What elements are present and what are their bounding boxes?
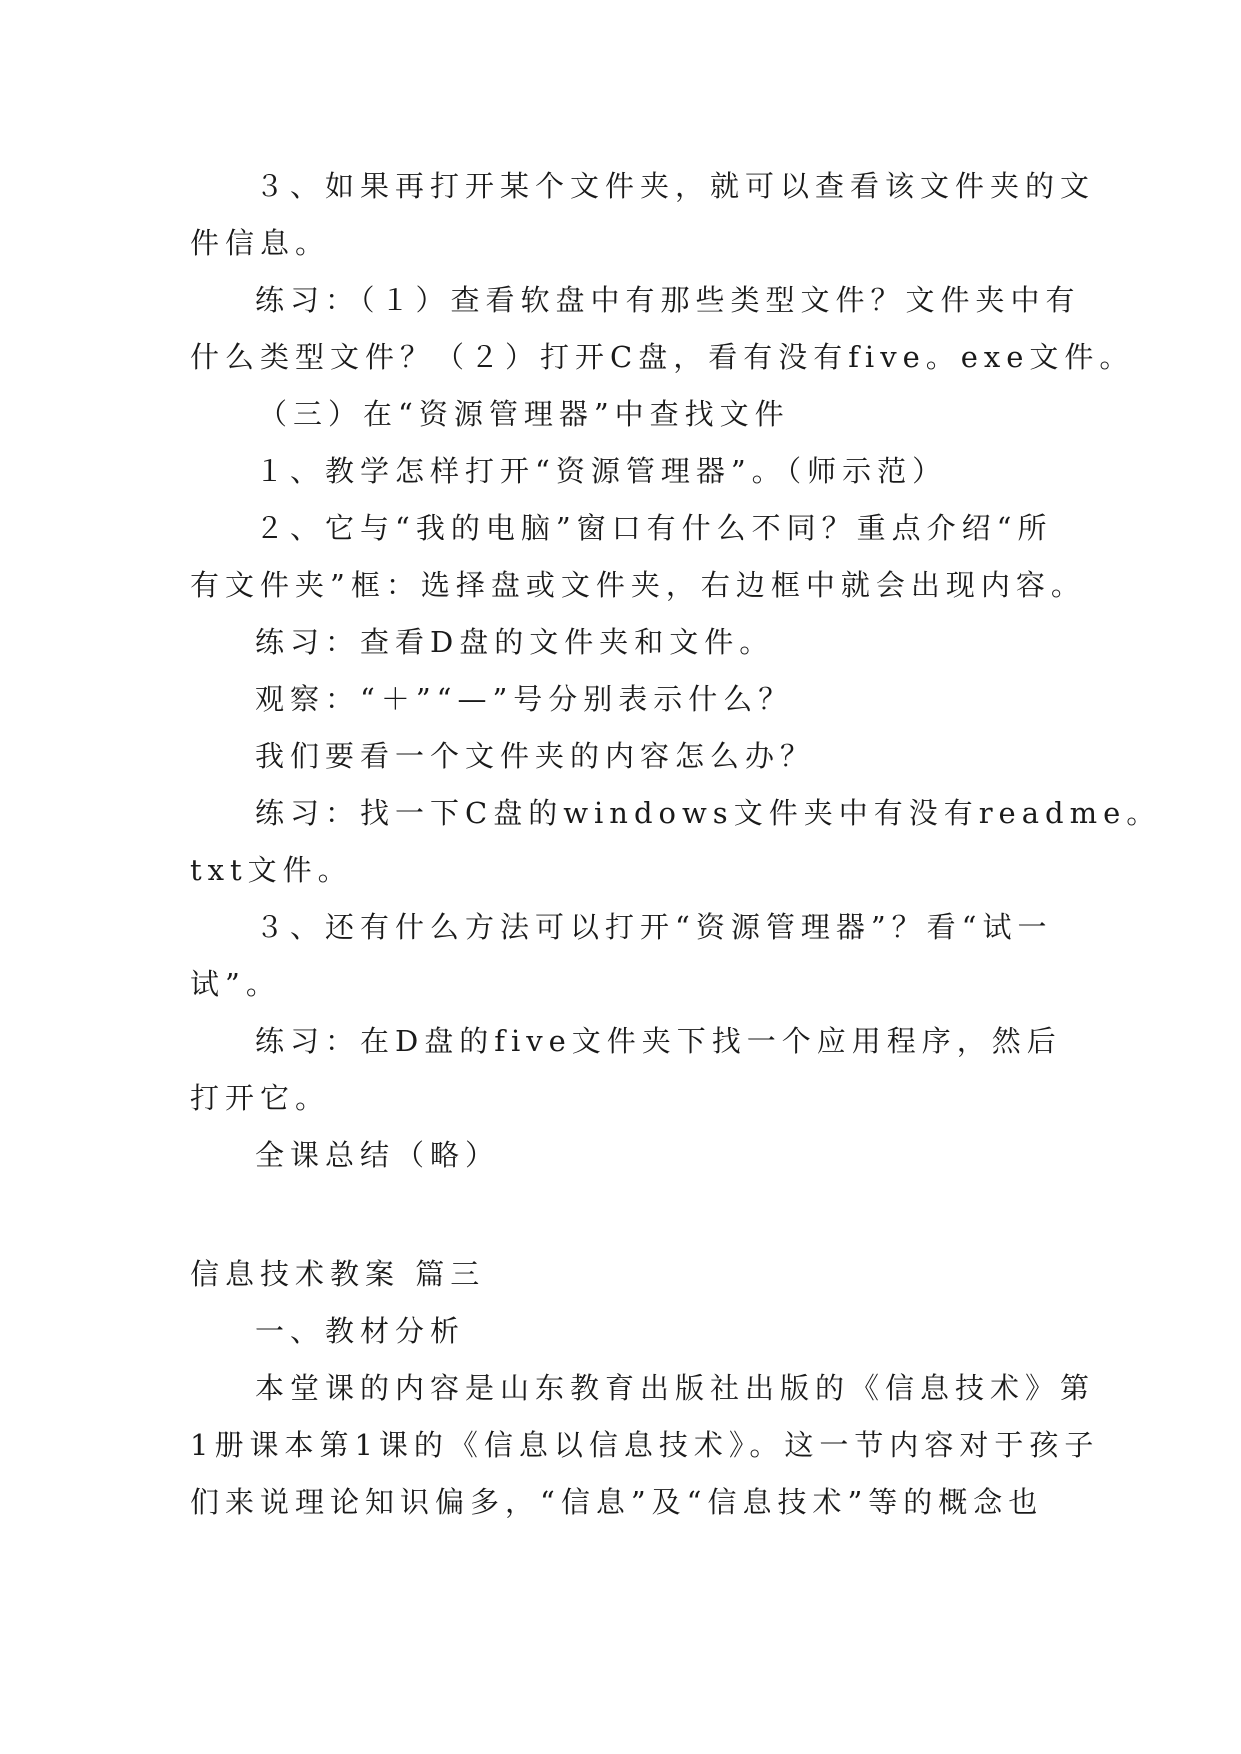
paragraph-line: ２、它与“我的电脑”窗口有什么不同？重点介绍“所 (255, 511, 1053, 545)
paragraph-line: txt文件。 (190, 853, 353, 887)
paragraph-line: 练习：查看D盘的文件夹和文件。 (255, 625, 775, 659)
section-heading: 一、教材分析 (255, 1314, 466, 1348)
paragraph-line: ３、还有什么方法可以打开“资源管理器”？看“试一 (255, 910, 1053, 944)
paragraph-line: 我们要看一个文件夹的内容怎么办？ (255, 739, 816, 773)
paragraph-line: 件信息。 (190, 226, 331, 260)
paragraph-line: 们来说理论知识偏多，“信息”及“信息技术”等的概念也 (190, 1485, 1044, 1519)
paragraph-line: 全课总结（略） (255, 1138, 501, 1172)
paragraph-line: 本堂课的内容是山东教育出版社出版的《信息技术》第 (255, 1371, 1096, 1405)
paragraph-line: 1册课本第1课的《信息以信息技术》。这一节内容对于孩子 (190, 1428, 1100, 1462)
paragraph-line: 练习：在D盘的five文件夹下找一个应用程序，然后 (255, 1024, 1062, 1058)
paragraph-line: １、教学怎样打开“资源管理器”。（师示范） (255, 454, 948, 488)
paragraph-line: 打开它。 (190, 1081, 331, 1115)
article-title: 信息技术教案 篇三 (190, 1257, 486, 1291)
paragraph-line: 试”。 (190, 967, 281, 1001)
paragraph-line: 练习：找一下C盘的windows文件夹中有没有readme。 (255, 796, 1162, 830)
paragraph-line: 练习：（１）查看软盘中有那些类型文件？文件夹中有 (255, 283, 1081, 317)
paragraph-line: 观察：“＋”“—”号分别表示什么？ (255, 682, 794, 716)
paragraph-line: ３、如果再打开某个文件夹，就可以查看该文件夹的文 (255, 169, 1096, 203)
section-heading: （三）在“资源管理器”中查找文件 (258, 397, 790, 431)
paragraph-line: 有文件夹”框：选择盘或文件夹，右边框中就会出现内容。 (190, 568, 1086, 602)
paragraph-line: 什么类型文件？（２）打开C盘，看有没有five。exe文件。 (190, 340, 1135, 374)
